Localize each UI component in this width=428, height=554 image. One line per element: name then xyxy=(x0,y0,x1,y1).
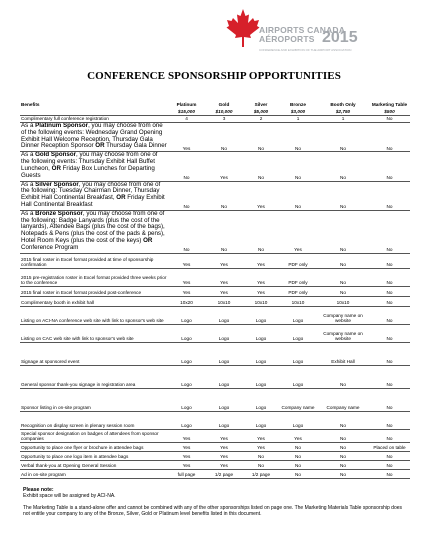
value-cell: Logo xyxy=(168,411,205,429)
value-cell: No xyxy=(369,152,410,181)
value-cell: No xyxy=(369,411,410,429)
conference-logo xyxy=(226,8,396,56)
benefit-cell: Recognition on display screen in plenary session room xyxy=(20,411,168,429)
value-cell: Logo xyxy=(243,388,279,411)
value-cell: 1 xyxy=(279,116,317,123)
value-cell: No xyxy=(369,116,410,123)
table-row xyxy=(20,268,410,286)
value-cell: Yes xyxy=(243,429,279,442)
value-cell: No xyxy=(317,442,369,451)
value-cell: No xyxy=(205,123,243,152)
value-cell: 10x20 xyxy=(168,296,205,306)
logo-text-line1: AIRPORTS CANADA xyxy=(259,25,346,35)
value-cell: No xyxy=(369,429,410,442)
value-cell: Logo xyxy=(205,342,243,365)
value-cell: No xyxy=(317,210,369,253)
value-cell: No xyxy=(205,210,243,253)
value-cell: 10x10 xyxy=(205,296,243,306)
benefit-cell: Opportunity to place one flyer or brochure in attendee bags xyxy=(20,442,168,451)
column-header: Benefits xyxy=(21,102,40,108)
value-cell: Company name on website xyxy=(317,324,369,342)
header-row xyxy=(20,88,410,108)
value-cell: Yes xyxy=(243,181,279,210)
benefit-cell: Sponsor listing in on-site program xyxy=(20,388,168,411)
value-cell: No xyxy=(279,442,317,451)
value-cell: No xyxy=(243,451,279,460)
value-cell: Yes xyxy=(168,442,205,451)
table-row xyxy=(20,451,410,460)
value-cell: No xyxy=(317,411,369,429)
page-title: CONFERENCE SPONSORSHIP OPPORTUNITIES xyxy=(87,70,341,82)
value-cell: Yes xyxy=(243,253,279,268)
value-cell: No xyxy=(317,469,369,478)
benefit-cell: Ad in on-site program xyxy=(20,469,168,478)
value-cell: Company name xyxy=(279,388,317,411)
price-cell: $10,000 xyxy=(205,108,243,116)
notes-line: Exhibit space will be assigned by ACI-NA. xyxy=(23,493,116,500)
value-cell: Logo xyxy=(205,388,243,411)
value-cell: Logo xyxy=(279,411,317,429)
value-cell: No xyxy=(279,181,317,210)
value-cell: 10x10 xyxy=(279,296,317,306)
value-cell: Yes xyxy=(205,152,243,181)
benefit-cell xyxy=(20,181,168,210)
value-cell: No xyxy=(369,296,410,306)
benefit-text: As a xyxy=(21,151,36,159)
value-cell: No xyxy=(369,210,410,253)
value-cell: Logo xyxy=(168,342,205,365)
value-cell: Yes xyxy=(168,460,205,469)
value-cell: No xyxy=(243,152,279,181)
value-cell: Logo xyxy=(168,388,205,411)
column-header: Booth Only xyxy=(330,102,356,108)
sponsor-level-text: Bronze Sponsor xyxy=(35,210,83,217)
benefit-cell: Complimentary full conference registration xyxy=(20,116,168,123)
logo-text-line2: AÉROPORTS xyxy=(259,34,315,44)
column-header: Platinum xyxy=(176,102,197,108)
benefit-cell: Opportunity to place one logo item in attendee bags xyxy=(20,451,168,460)
sponsor-level-text: Gold Sponsor xyxy=(35,151,77,159)
sponsor-level-text: Silver Sponsor xyxy=(35,181,79,188)
notes-section xyxy=(23,487,408,517)
value-cell: PDF only xyxy=(279,268,317,286)
value-cell: Yes xyxy=(205,460,243,469)
sponsor-level-text: Platinum Sponsor xyxy=(35,122,89,129)
benefit-text: Thursday Gala Dinner xyxy=(104,142,167,150)
table-row xyxy=(20,429,410,442)
value-cell: No xyxy=(317,268,369,286)
value-cell: No xyxy=(205,181,243,210)
value-cell: No xyxy=(317,460,369,469)
price-cell: $3,000 xyxy=(279,108,317,116)
table-row xyxy=(20,286,410,296)
maple-leaf-icon xyxy=(226,8,260,48)
value-cell: No xyxy=(317,286,369,296)
value-cell: Logo xyxy=(205,324,243,342)
value-cell: Yes xyxy=(205,429,243,442)
value-cell: 3 xyxy=(205,116,243,123)
benefit-cell: Special sponsor designation on badges of attendees from sponsor companies xyxy=(20,429,168,442)
table-row xyxy=(20,181,410,210)
value-cell: Logo xyxy=(168,365,205,388)
value-cell: Exhibit Hall xyxy=(317,342,369,365)
table-row xyxy=(20,365,410,388)
value-cell: No xyxy=(369,268,410,286)
value-cell: No xyxy=(168,181,205,210)
value-cell: Yes xyxy=(243,286,279,296)
price-cell: $15,000 xyxy=(168,108,205,116)
value-cell: Yes xyxy=(279,210,317,253)
value-cell: Yes xyxy=(279,429,317,442)
notes-line: The Marketing Table is a stand-alone offer and cannot be combined with any of the other sponsorships listed on page one. The Marketing Materials Table sponsorship does not entitle your company to any of the Bronze, Silver, Gold or Platinum level benefits listed in this document. xyxy=(23,505,403,518)
value-cell: Yes xyxy=(205,442,243,451)
table-row xyxy=(20,469,410,478)
table-row xyxy=(20,411,410,429)
value-cell: No xyxy=(243,210,279,253)
value-cell: No xyxy=(369,460,410,469)
benefit-text: Friday Box Lunches for Departing Guests xyxy=(21,164,155,179)
value-cell: 10x10 xyxy=(317,296,369,306)
table-row xyxy=(20,296,410,306)
value-cell: No xyxy=(317,123,369,152)
value-cell: No xyxy=(369,286,410,296)
table-row xyxy=(20,460,410,469)
value-cell: Logo xyxy=(279,365,317,388)
benefit-cell: Listing on ACI-NA conference web site with link to sponsor's web site xyxy=(20,306,168,324)
value-cell: No xyxy=(279,451,317,460)
value-cell: 2 xyxy=(243,116,279,123)
value-cell: No xyxy=(317,253,369,268)
benefit-cell: Complimentary booth in exhibit hall xyxy=(20,296,168,306)
value-cell: No xyxy=(369,365,410,388)
value-cell: 1/2 page xyxy=(205,469,243,478)
column-header: Bronze xyxy=(290,102,306,108)
benefit-text: , you may choose from one of the following events: Thursday Exhibit Hall Buffet Luncheon, xyxy=(21,151,158,172)
value-cell: Yes xyxy=(243,268,279,286)
value-cell: Yes xyxy=(168,123,205,152)
or-text: OR xyxy=(51,164,61,172)
value-cell: Logo xyxy=(279,324,317,342)
benefit-text: Conference Program xyxy=(21,243,79,251)
value-cell: Logo xyxy=(243,342,279,365)
benefit-text: As a xyxy=(21,181,36,188)
value-cell: Yes xyxy=(205,253,243,268)
value-cell: 4 xyxy=(168,116,205,123)
value-cell: Yes xyxy=(168,268,205,286)
value-cell: Yes xyxy=(205,268,243,286)
value-cell: No xyxy=(369,306,410,324)
value-cell: Yes xyxy=(168,451,205,460)
value-cell: Logo xyxy=(168,324,205,342)
benefit-text: Friday Exhibit Hall Continental Breakfast xyxy=(21,194,165,208)
or-text: OR xyxy=(116,194,126,202)
benefit-cell: 2015 pre-registration roster in Excel format provided three weeks prior to the conference xyxy=(20,268,168,286)
value-cell: No xyxy=(317,152,369,181)
value-cell: 10x10 xyxy=(243,296,279,306)
value-cell: No xyxy=(279,460,317,469)
value-cell: No xyxy=(243,460,279,469)
value-cell: No xyxy=(279,152,317,181)
value-cell: Logo xyxy=(205,411,243,429)
table-row xyxy=(20,253,410,268)
value-cell: No xyxy=(317,429,369,442)
value-cell: 1 xyxy=(317,116,369,123)
value-cell: Company name on website xyxy=(317,306,369,324)
benefit-text: , you may choose from one of the following: Tuesday Chairman Dinner, Thursday Exhibit Hall Continental Breakfast, xyxy=(21,181,161,202)
column-header: Gold xyxy=(218,102,230,108)
value-cell: No xyxy=(369,253,410,268)
table-row xyxy=(20,388,410,411)
price-cell: $5,000 xyxy=(243,108,279,116)
value-cell: No xyxy=(317,365,369,388)
value-cell: Company name xyxy=(317,388,369,411)
table-row xyxy=(20,306,410,324)
table-row xyxy=(20,116,410,123)
benefit-text: As a xyxy=(21,122,36,129)
benefit-cell: Signage at sponsored event xyxy=(20,342,168,365)
logo-year: 2015 xyxy=(322,29,358,46)
value-cell: Yes xyxy=(205,286,243,296)
or-text: OR xyxy=(95,142,105,150)
benefit-text: , you may choose from one of the following: Badge Lanyards (plus the cost of the lanyards), Attendee Bags (plus the cost of the bags), Notepads & Pens (plus the cost of the pads & pens), Hotel Room Keys (plus the cost of the keys) xyxy=(21,210,165,244)
value-cell: No xyxy=(279,123,317,152)
value-cell: Logo xyxy=(279,342,317,365)
table-row xyxy=(20,342,410,365)
benefit-cell: Verbal thank-you at Opening General Session xyxy=(20,460,168,469)
value-cell: full page xyxy=(168,469,205,478)
value-cell: No xyxy=(369,181,410,210)
benefit-text: , you may choose from one of the following events: Wednesday Grand Opening Exhibit Hall Welcome Reception, Thursday Gala Dinner Reception Sponsor xyxy=(21,122,163,150)
table-row xyxy=(20,324,410,342)
value-cell: No xyxy=(369,388,410,411)
value-cell: No xyxy=(369,469,410,478)
table-row xyxy=(20,442,410,451)
benefit-cell: 2015 final roster in Excel format provided at time of sponsorship confirmation xyxy=(20,253,168,268)
value-cell: Yes xyxy=(205,451,243,460)
value-cell: No xyxy=(243,123,279,152)
value-cell: Logo xyxy=(205,365,243,388)
value-cell: No xyxy=(317,181,369,210)
notes-heading: Please note: xyxy=(23,487,54,493)
value-cell: Logo xyxy=(279,306,317,324)
value-cell: No xyxy=(369,451,410,460)
value-cell: No xyxy=(168,152,205,181)
value-cell: PDF only xyxy=(279,286,317,296)
value-cell: Yes xyxy=(243,442,279,451)
value-cell: Logo xyxy=(243,306,279,324)
value-cell: No xyxy=(168,210,205,253)
price-row xyxy=(20,108,410,116)
price-cell: $500 xyxy=(369,108,410,116)
value-cell: No xyxy=(317,451,369,460)
column-header: Silver xyxy=(254,102,268,108)
value-cell: Logo xyxy=(243,411,279,429)
benefit-text: As a xyxy=(21,210,36,217)
column-header: Marketing Table xyxy=(371,102,408,108)
benefit-cell: Listing on CAC web site with link to sponsor's web site xyxy=(20,324,168,342)
value-cell: No xyxy=(369,324,410,342)
sponsorship-table xyxy=(20,88,410,479)
price-cell xyxy=(20,108,168,116)
value-cell: No xyxy=(369,342,410,365)
value-cell: No xyxy=(279,469,317,478)
value-cell: Yes xyxy=(168,253,205,268)
logo-tagline: CONFERENCE AND EXHIBITION OF THE AIRPORT ASSOCIATION xyxy=(259,48,352,52)
table-row xyxy=(20,123,410,152)
value-cell: Logo xyxy=(243,324,279,342)
value-cell: Yes xyxy=(168,429,205,442)
benefit-cell: 2015 final roster in Excel format provided post-conference xyxy=(20,286,168,296)
table-row xyxy=(20,210,410,253)
benefit-cell: General sponsor thank-you signage in registration area xyxy=(20,365,168,388)
benefit-cell xyxy=(20,123,168,152)
value-cell: Placed on table xyxy=(369,442,410,451)
value-cell: Yes xyxy=(168,286,205,296)
value-cell: Logo xyxy=(168,306,205,324)
price-cell: $2,750 xyxy=(317,108,369,116)
benefit-cell xyxy=(20,152,168,181)
value-cell: 1/2 page xyxy=(243,469,279,478)
table-row xyxy=(20,152,410,181)
benefit-cell xyxy=(20,210,168,253)
value-cell: No xyxy=(369,123,410,152)
or-text: OR xyxy=(143,237,153,244)
value-cell: Logo xyxy=(243,365,279,388)
value-cell: Logo xyxy=(205,306,243,324)
value-cell: PDF only xyxy=(279,253,317,268)
